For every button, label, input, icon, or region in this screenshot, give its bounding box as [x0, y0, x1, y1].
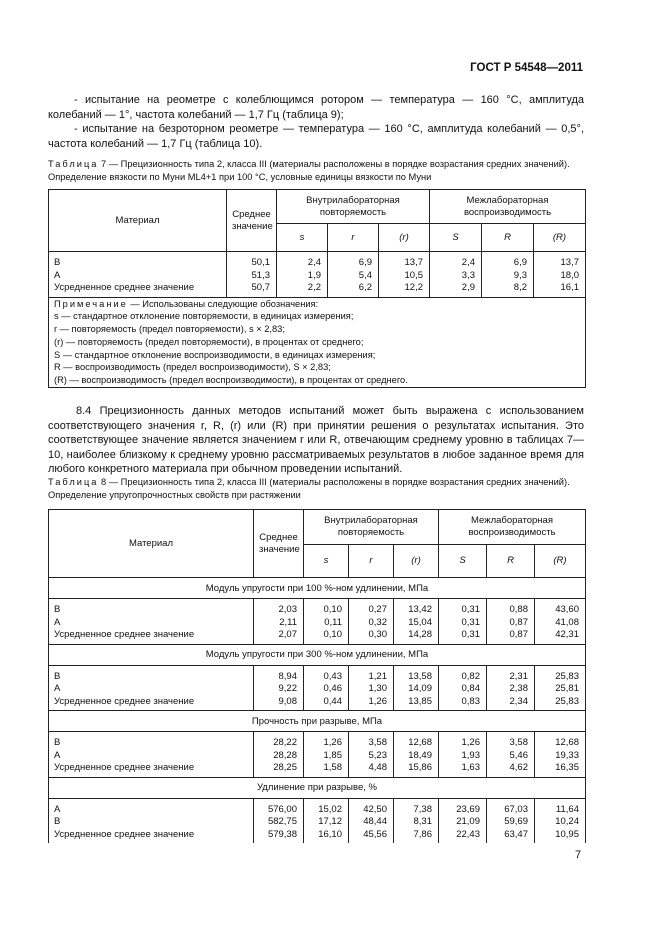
table8-cell-value: 63,47 — [487, 829, 535, 844]
table8-cell-value: 1,26 — [439, 732, 487, 750]
table8-row — [49, 798, 586, 816]
table8-cell-value: 23,69 — [439, 798, 487, 816]
table7-cell-value: 2,9 — [430, 282, 482, 297]
table8 — [48, 509, 586, 843]
table8-cell-value: 11,64 — [535, 798, 586, 816]
table8-cell-value: 0,87 — [487, 617, 535, 630]
table7-note-line: S — стандартное отклонение воспроизводимости, в единицах измерения; — [54, 349, 376, 360]
table7 — [48, 189, 586, 388]
table8-cell-value: 4,62 — [487, 762, 535, 777]
table8-cell-value: 9,08 — [254, 696, 304, 711]
table8-cell-value: 25,83 — [535, 696, 586, 711]
table8-section-row — [49, 777, 586, 798]
table7-header-intra: Внутрилабораторная повторяемость — [277, 190, 430, 224]
table8-cell-value: 1,63 — [439, 762, 487, 777]
table8-section-title: Модуль упругости при 300 %-ном удлинении, МПа — [49, 644, 586, 665]
table8-header-R: R — [487, 545, 535, 578]
table8-cell-value: 43,60 — [535, 599, 586, 617]
table8-cell-value: 48,44 — [349, 816, 394, 829]
table8-cell-value: 15,86 — [394, 762, 439, 777]
table8-section-title: Модуль упругости при 100 %-ном удлинении, МПа — [49, 578, 586, 599]
table8-cell-value: 3,58 — [349, 732, 394, 750]
table7-cell-value: 5,4 — [328, 270, 379, 283]
table8-section-row — [49, 578, 586, 599]
table8-cell-value: 576,00 — [254, 798, 304, 816]
table7-row — [49, 282, 586, 297]
table8-cell-value: 15,04 — [394, 617, 439, 630]
intro-item-rotor: - испытание на реометре с колеблющимся ротором — температура — 160 °С, амплитуда колебаний — 1°, частота колебаний — 1,7 Гц (таблица 9); — [48, 94, 584, 121]
table8-header-r: r — [349, 545, 394, 578]
table8-cell-value: 1,93 — [439, 750, 487, 763]
table7-header-inter: Межлабораторная воспроизводимость — [430, 190, 586, 224]
table8-row — [49, 816, 586, 829]
table7-header-material: Материал — [49, 190, 227, 252]
table8-header-R-rel: (R) — [535, 545, 586, 578]
table8-cell-value: 4,48 — [349, 762, 394, 777]
table8-cell-value: 45,56 — [349, 829, 394, 844]
table7-note-line: (r) — повторяемость (предел повторяемости), в процентах от среднего; — [54, 336, 364, 347]
table8-cell-value: 2,07 — [254, 629, 304, 644]
table8-cell-value: 1,58 — [304, 762, 349, 777]
table7-header-R: R — [482, 224, 534, 252]
table8-cell-value: 59,69 — [487, 816, 535, 829]
table7-cell-value: 50,7 — [227, 282, 277, 297]
table7-header-mean: Среднее значение — [227, 190, 277, 252]
table8-cell-value: 10,95 — [535, 829, 586, 844]
table7-cell-value: 8,2 — [482, 282, 534, 297]
table8-cell-value: 21,09 — [439, 816, 487, 829]
table8-cell-value: 0,43 — [304, 665, 349, 683]
table8-cell-value: 22,43 — [439, 829, 487, 844]
table7-cell-value: 1,9 — [277, 270, 328, 283]
table8-header-intra: Внутрилабораторная повторяемость — [304, 510, 439, 545]
table8-cell-material: Усредненное среднее значение — [49, 696, 254, 711]
table8-cell-value: 7,86 — [394, 829, 439, 844]
table8-section-row — [49, 711, 586, 732]
table8-header-s: s — [304, 545, 349, 578]
table8-section-row — [49, 644, 586, 665]
table8-row — [49, 683, 586, 696]
table7-cell-value: 16,1 — [534, 282, 586, 297]
document-header: ГОСТ Р 54548—2011 — [470, 62, 583, 74]
table8-cell-value: 0,10 — [304, 599, 349, 617]
table7-note-line: (R) — воспроизводимость (предел воспроизводимости), в процентах от среднего. — [54, 375, 408, 386]
table8-cell-value: 67,03 — [487, 798, 535, 816]
table8-cell-value: 0,46 — [304, 683, 349, 696]
table7-row — [49, 252, 586, 270]
table8-cell-value: 5,23 — [349, 750, 394, 763]
table7-header-R-rel: (R) — [534, 224, 586, 252]
table8-cell-material: Усредненное среднее значение — [49, 829, 254, 844]
table8-cell-material: Усредненное среднее значение — [49, 629, 254, 644]
page-number: 7 — [575, 849, 582, 861]
table8-row — [49, 829, 586, 844]
table8-cell-material: А — [49, 683, 254, 696]
table8-row — [49, 750, 586, 763]
table7-cell-value: 6,9 — [328, 252, 379, 270]
table8-header-S: S — [439, 545, 487, 578]
table8-row — [49, 599, 586, 617]
table8-header-mean: Среднее значение — [254, 510, 304, 578]
table8-cell-material: Усредненное среднее значение — [49, 762, 254, 777]
table8-cell-value: 0,32 — [349, 617, 394, 630]
table8-cell-value: 25,81 — [535, 683, 586, 696]
table8-cell-value: 1,26 — [349, 696, 394, 711]
table8-cell-value: 1,85 — [304, 750, 349, 763]
table8-cell-material: В — [49, 665, 254, 683]
table7-cell-material: А — [49, 270, 227, 283]
table7-cell-value: 18,0 — [534, 270, 586, 283]
table8-caption — [48, 476, 584, 502]
table7-header-s: s — [277, 224, 328, 252]
table8-row — [49, 629, 586, 644]
table8-cell-value: 13,58 — [394, 665, 439, 683]
table8-section-title: Удлинение при разрыве, % — [49, 777, 586, 798]
table7-header-r: r — [328, 224, 379, 252]
table8-cell-value: 582,75 — [254, 816, 304, 829]
table7-cell-value: 2,4 — [277, 252, 328, 270]
table7-header-r-rel: (r) — [379, 224, 430, 252]
table7-cell-material: Усредненное среднее значение — [49, 282, 227, 297]
table8-cell-value: 0,30 — [349, 629, 394, 644]
table7-note — [49, 297, 586, 388]
table8-cell-material: А — [49, 750, 254, 763]
table7-cell-value: 6,9 — [482, 252, 534, 270]
table8-cell-value: 0,44 — [304, 696, 349, 711]
table8-cell-value: 3,58 — [487, 732, 535, 750]
table8-cell-value: 1,21 — [349, 665, 394, 683]
table7-cell-value: 10,5 — [379, 270, 430, 283]
intro-item-rotorless: - испытание на безроторном реометре — температура — 160 °С, амплитуда колебаний — 0,5°, частота колебаний — 1,7 Гц (таблица 10). — [48, 123, 584, 150]
table8-cell-material: В — [49, 599, 254, 617]
table8-cell-value: 28,28 — [254, 750, 304, 763]
table8-cell-value: 1,30 — [349, 683, 394, 696]
table8-cell-value: 13,85 — [394, 696, 439, 711]
table8-cell-material: А — [49, 617, 254, 630]
table8-cell-value: 13,42 — [394, 599, 439, 617]
table7-cell-value: 51,3 — [227, 270, 277, 283]
table8-cell-value: 2,03 — [254, 599, 304, 617]
table8-cell-value: 0,31 — [439, 629, 487, 644]
table8-cell-value: 7,38 — [394, 798, 439, 816]
table8-cell-value: 16,10 — [304, 829, 349, 844]
table7-cell-value: 13,7 — [534, 252, 586, 270]
table8-row — [49, 732, 586, 750]
table8-row — [49, 617, 586, 630]
table8-cell-value: 0,11 — [304, 617, 349, 630]
table7-cell-value: 13,7 — [379, 252, 430, 270]
section-8-4: 8.4 Прецизионность данных методов испытаний может быть выражена с использованием соответствующего значения r, R, (r) или (R) при принятии решения о результатах испытания. Это соответствующее значение является значением r или R, отвечающим среднему уровню в таблицах 7—10, наиболее близкому к среднему уровню рассматриваемых результатов в любое заданное время для любого конкретного материала при обычном проведении испытаний. — [48, 405, 584, 475]
table8-caption-text: 8 — Прецизионность типа 2, класса III (материалы расположены в порядке возрастания средних значений). Определение упругопрочностных свойств при растяжении — [48, 477, 570, 500]
table7-cell-value: 2,4 — [430, 252, 482, 270]
table7-note-line: r — повторяемость (предел повторяемости), s × 2,83; — [54, 324, 285, 335]
table8-body — [49, 578, 586, 844]
table8-cell-value: 0,10 — [304, 629, 349, 644]
table8-cell-value: 12,68 — [394, 732, 439, 750]
table7-note-line: s — стандартное отклонение повторяемости, в единицах измерения; — [54, 311, 354, 322]
table8-cell-material: В — [49, 732, 254, 750]
table8-caption-word: Таблица — [48, 477, 99, 487]
table7-cell-value: 2,2 — [277, 282, 328, 297]
table8-cell-value: 14,28 — [394, 629, 439, 644]
table8-cell-value: 0,31 — [439, 599, 487, 617]
table8-cell-value: 28,25 — [254, 762, 304, 777]
table8-cell-value: 579,38 — [254, 829, 304, 844]
table8-cell-value: 17,12 — [304, 816, 349, 829]
table8-cell-value: 42,31 — [535, 629, 586, 644]
table8-cell-value: 2,11 — [254, 617, 304, 630]
table8-cell-material: А — [49, 798, 254, 816]
table8-cell-value: 0,88 — [487, 599, 535, 617]
table8-cell-value: 0,82 — [439, 665, 487, 683]
table7-caption-word: Таблица — [48, 159, 99, 169]
table8-cell-value: 14,09 — [394, 683, 439, 696]
table8-cell-value: 19,33 — [535, 750, 586, 763]
table7-header-S: S — [430, 224, 482, 252]
table8-cell-value: 18,49 — [394, 750, 439, 763]
table7-body — [49, 252, 586, 298]
table8-row — [49, 762, 586, 777]
table8-cell-material: В — [49, 816, 254, 829]
table7-cell-value: 50,1 — [227, 252, 277, 270]
table8-header-inter: Межлабораторная воспроизводимость — [439, 510, 586, 545]
table8-cell-value: 16,35 — [535, 762, 586, 777]
table7-cell-value: 9,3 — [482, 270, 534, 283]
table8-cell-value: 1,26 — [304, 732, 349, 750]
table8-cell-value: 0,27 — [349, 599, 394, 617]
table8-cell-value: 5,46 — [487, 750, 535, 763]
table7-cell-value: 6,2 — [328, 282, 379, 297]
table8-cell-value: 8,94 — [254, 665, 304, 683]
table8-cell-value: 0,31 — [439, 617, 487, 630]
table7-note-label: Примечание — [54, 298, 128, 309]
table8-cell-value: 42,50 — [349, 798, 394, 816]
table8-cell-value: 28,22 — [254, 732, 304, 750]
table8-cell-value: 25,83 — [535, 665, 586, 683]
table7-cell-value: 3,3 — [430, 270, 482, 283]
table7-cell-value: 12,2 — [379, 282, 430, 297]
table8-cell-value: 0,84 — [439, 683, 487, 696]
table8-header-material: Материал — [49, 510, 254, 578]
table8-cell-value: 8,31 — [394, 816, 439, 829]
table8-row — [49, 696, 586, 711]
table7-note-line: — Использованы следующие обозначения: — [127, 298, 319, 309]
table8-cell-value: 10,24 — [535, 816, 586, 829]
table8-row — [49, 665, 586, 683]
table7-row — [49, 270, 586, 283]
table8-cell-value: 2,31 — [487, 665, 535, 683]
table8-header-r-rel: (r) — [394, 545, 439, 578]
table8-cell-value: 12,68 — [535, 732, 586, 750]
table8-section-title: Прочность при разрыве, МПа — [49, 711, 586, 732]
table8-cell-value: 2,38 — [487, 683, 535, 696]
table8-cell-value: 2,34 — [487, 696, 535, 711]
table7-note-line: R — воспроизводимость (предел воспроизводимости), S × 2,83; — [54, 362, 331, 373]
table8-cell-value: 0,83 — [439, 696, 487, 711]
table8-cell-value: 9,22 — [254, 683, 304, 696]
table8-cell-value: 15,02 — [304, 798, 349, 816]
table7-caption — [48, 158, 584, 184]
table8-cell-value: 0,87 — [487, 629, 535, 644]
table8-cell-value: 41,08 — [535, 617, 586, 630]
table7-caption-text: 7 — Прецизионность типа 2, класса III (материалы расположены в порядке возрастания средних значений). Определение вязкости по Муни ML4+1 при 100 °С, условные единицы вязкости по Муни — [48, 159, 570, 182]
table7-cell-material: В — [49, 252, 227, 270]
